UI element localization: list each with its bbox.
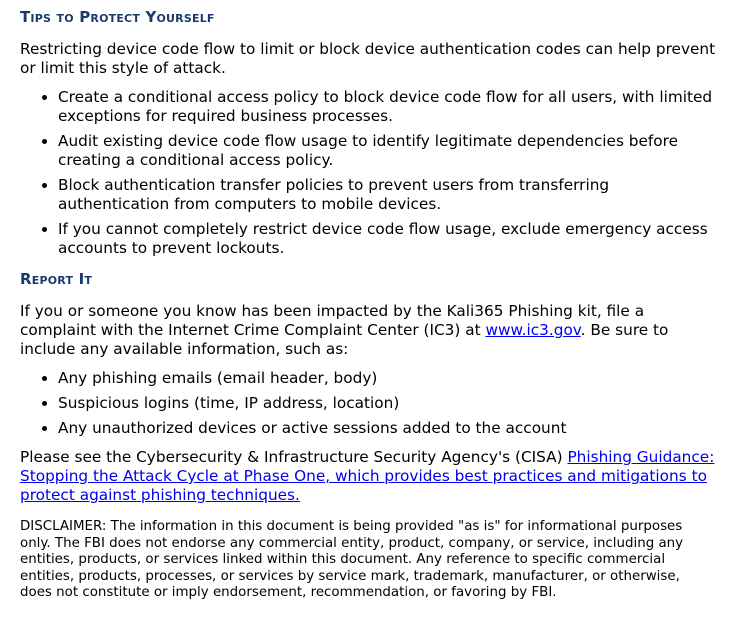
tips-list xyxy=(20,88,716,258)
list-item: • Any unauthorized devices or active sessions added to the account xyxy=(58,419,716,438)
cisa-guidance-link[interactable]: Phishing Guidance: Stopping the Attack Cycle at Phase One, which provides best practices and mitigations to protect against phishing techniques. xyxy=(20,448,715,504)
list-item: • Suspicious logins (time, IP address, location) xyxy=(58,394,716,413)
report-heading: Report It xyxy=(20,270,93,288)
tips-intro: Restricting device code flow to limit or block device authentication codes can help prevent or limit this style of attack. xyxy=(20,40,716,77)
report-intro-tail: . Be sure to include any available information, such as: xyxy=(20,321,669,358)
ic3-link[interactable]: www.ic3.gov xyxy=(485,321,581,339)
tips-heading: Tips to Protect Yourself xyxy=(20,8,215,26)
disclaimer: DISCLAIMER: The information in this document is being provided "as is" for informational purposes only. The FBI does not endorse any commercial entity, product, company, or service, including any entities, products, or services linked within this document. Any reference to specific commercial entities, products, processes, or services by service mark, trademark, manufacturer, or otherwise, does not constitute or imply endorsement, recommendation, or favoring by FBI. xyxy=(20,519,684,600)
cisa-paragraph xyxy=(20,448,716,505)
report-list xyxy=(20,369,716,438)
list-item: • Create a conditional access policy to block device code flow for all users, with limited exceptions for required business processes. xyxy=(58,88,716,126)
list-item: • Block authentication transfer policies to prevent users from transferring authentication from computers to mobile devices. xyxy=(58,176,716,214)
report-intro xyxy=(20,302,716,359)
list-item: • Audit existing device code flow usage to identify legitimate dependencies before creating a conditional access policy. xyxy=(58,132,716,170)
cisa-intro-text: Please see the Cybersecurity & Infrastructure Security Agency's (CISA) xyxy=(20,448,568,466)
list-item: • Any phishing emails (email header, body) xyxy=(58,369,716,388)
report-intro-text: If you or someone you know has been impacted by the Kali365 Phishing kit, file a complaint with the Internet Crime Complaint Center (IC3) at xyxy=(20,302,645,339)
report-section xyxy=(20,270,716,505)
list-item: • If you cannot completely restrict device code flow usage, exclude emergency access accounts to prevent lockouts. xyxy=(58,220,716,258)
